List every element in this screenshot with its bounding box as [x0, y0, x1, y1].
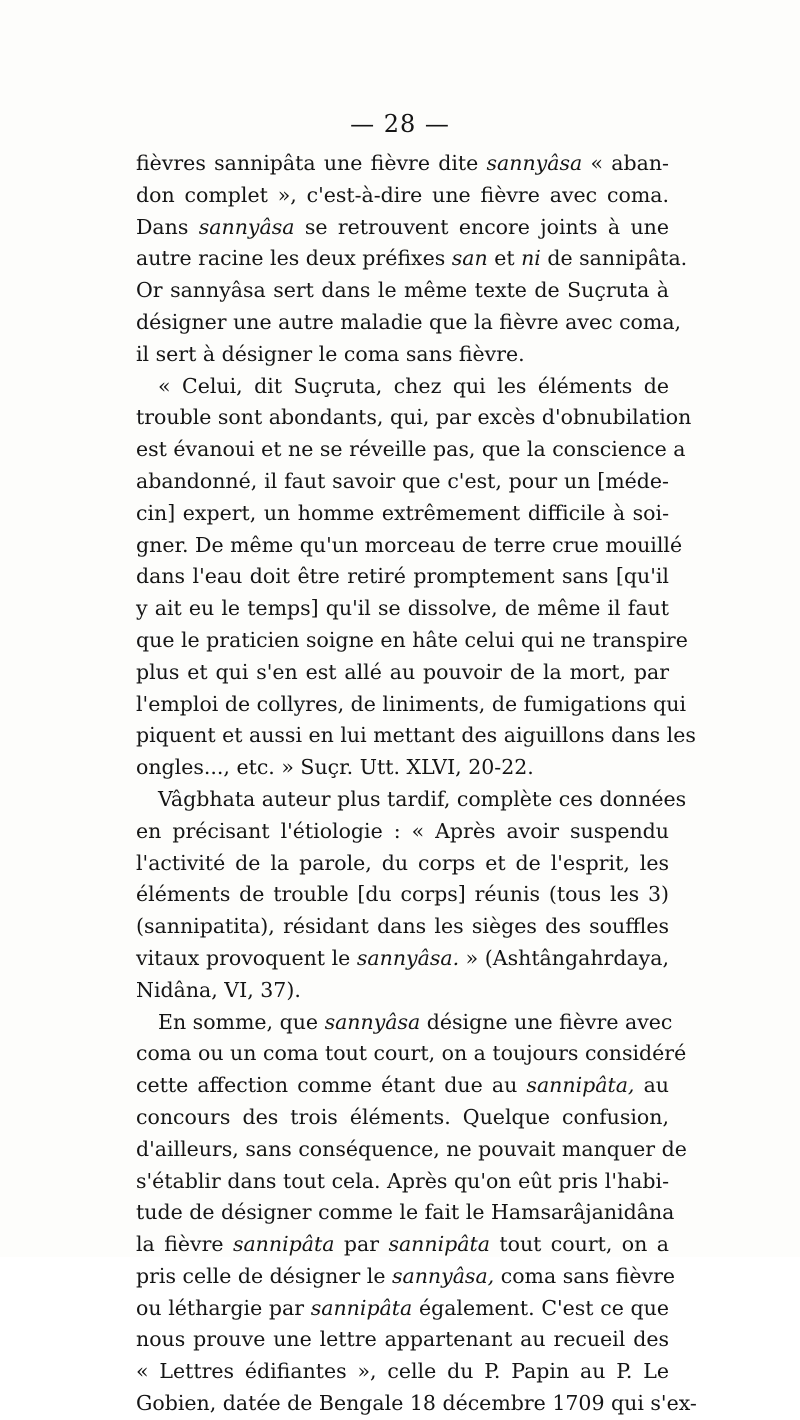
text-line	[136, 1070, 669, 1102]
text-segment: plus et qui s'en est allé au pouvoir de la mort, par	[136, 659, 669, 684]
text-segment: cin] expert, un homme extrêmement difficile à soi-	[136, 500, 669, 525]
text-line	[136, 1356, 669, 1388]
italic-term: ni	[521, 246, 541, 271]
text-segment: ou léthargie par	[136, 1295, 311, 1320]
text-segment: fièvres sannipâta une fièvre dite	[136, 151, 487, 175]
italic-term: sannyâsa,	[391, 1263, 495, 1288]
italic-term: sannyâsa	[198, 214, 295, 239]
text-segment: « Lettres édifiantes », celle du P. Papin au P. Le	[136, 1359, 669, 1384]
text-segment: piquent et aussi en lui mettant des aiguillons dans les	[136, 723, 696, 748]
text-line	[136, 1166, 669, 1198]
text-segment: Dans	[136, 214, 199, 239]
text-line	[136, 402, 692, 434]
text-segment: vitaux provoquent le	[136, 945, 357, 970]
italic-term: sannipâta	[388, 1232, 490, 1257]
italic-term: sannipâta	[232, 1232, 335, 1257]
text-segment: l'activité de la parole, du corps et de l'esprit, les	[136, 850, 669, 875]
italic-term: sannyâsa	[324, 1009, 421, 1034]
text-line	[136, 1197, 675, 1229]
text-line	[136, 243, 688, 275]
text-segment: s'établir dans tout cela. Après qu'on eût pris l'habi-	[136, 1168, 669, 1193]
text-segment: gner. De même qu'un morceau de terre crue mouillé	[136, 532, 683, 557]
text-segment: pris celle de désigner le	[136, 1263, 392, 1288]
text-segment: En somme, que	[158, 1009, 325, 1034]
text-line	[136, 466, 669, 498]
text-line	[136, 530, 683, 562]
text-segment: y ait eu le temps] qu'il se dissolve, de même il faut	[136, 596, 669, 621]
text-line	[136, 561, 669, 593]
text-segment: est évanoui et ne se réveille pas, que la conscience a	[136, 437, 686, 462]
body-text	[136, 148, 697, 1420]
text-line	[136, 1229, 669, 1261]
text-segment: se retrouvent encore joints à une	[294, 214, 669, 239]
text-segment: nous prouve une lettre appartenant au recueil des	[136, 1327, 669, 1352]
text-line	[136, 975, 669, 1007]
text-segment: concours des trois éléments. Quelque confusion,	[136, 1104, 669, 1129]
italic-term: sannyâsa.	[356, 945, 460, 970]
text-line	[136, 212, 669, 244]
text-line	[136, 1038, 687, 1070]
text-segment: que le praticien soigne en hâte celui qui ne transpire	[136, 627, 688, 652]
text-segment: « Celui, dit Suçruta, chez qui les éléments de	[158, 373, 669, 398]
text-segment: l'emploi de collyres, de liniments, de fumigations qui	[136, 691, 686, 716]
text-segment: coma ou un coma tout court, on a toujours considéré	[136, 1041, 687, 1066]
text-line	[136, 339, 669, 371]
italic-term: sannipâta,	[526, 1073, 635, 1098]
text-line	[136, 1293, 669, 1325]
text-line	[136, 1102, 669, 1134]
text-line	[136, 275, 669, 307]
text-segment: ongles..., etc. » Suçr. Utt. XLVI, 20-22.	[136, 755, 534, 780]
text-line	[136, 1134, 687, 1166]
text-line	[136, 625, 688, 657]
text-segment: Vâgbhata auteur plus tardif, complète ces données	[158, 786, 687, 811]
text-segment: la fièvre	[136, 1232, 233, 1257]
text-segment: » (Ashtângahrdaya,	[459, 945, 669, 970]
italic-term: sannyâsa	[486, 151, 583, 175]
text-line	[136, 879, 669, 911]
text-segment: autre racine les deux préfixes	[136, 246, 452, 271]
page-number: — 28 —	[350, 110, 450, 138]
text-segment: trouble sont abondants, qui, par excès d'obnubilation	[136, 405, 692, 430]
text-line	[136, 148, 669, 180]
text-segment: de sannipâta.	[540, 246, 688, 271]
text-line	[136, 911, 669, 943]
italic-term: san	[451, 246, 488, 271]
text-segment: tude de désigner comme le fait le Hamsarâjanidâna	[136, 1200, 675, 1225]
text-segment: Or sannyâsa sert dans le même texte de Suçruta à	[136, 278, 669, 303]
text-segment: cette affection comme étant due au	[136, 1073, 527, 1098]
text-line	[136, 689, 686, 721]
text-line	[136, 1388, 697, 1420]
text-segment: don complet », c'est-à-dire une fièvre avec coma.	[136, 182, 669, 207]
text-line	[136, 1007, 673, 1039]
text-line	[136, 498, 669, 530]
italic-term: sannipâta	[310, 1295, 413, 1320]
text-segment: désigner une autre maladie que la fièvre avec coma,	[136, 309, 682, 334]
text-segment: éléments de trouble [du corps] réunis (tous les 3)	[136, 882, 669, 907]
text-segment: Gobien, datée de Bengale 18 décembre 1709 qui s'ex-	[136, 1391, 697, 1416]
text-segment: coma sans fièvre	[494, 1263, 676, 1288]
text-line	[136, 720, 696, 752]
text-line	[136, 371, 669, 403]
text-segment: par	[334, 1232, 389, 1257]
text-segment: et	[487, 246, 522, 271]
text-segment: « aban-	[582, 151, 669, 175]
text-line	[136, 816, 669, 848]
text-segment: d'ailleurs, sans conséquence, ne pouvait manquer de	[136, 1136, 687, 1161]
text-segment: en précisant l'étiologie : « Après avoir suspendu	[136, 818, 669, 843]
text-segment: tout court, on a	[489, 1232, 669, 1257]
text-segment: (sannipatita), résidant dans les sièges des souffles	[136, 914, 669, 939]
text-line	[136, 848, 669, 880]
text-segment: il sert à désigner le coma sans fièvre.	[136, 341, 525, 366]
text-segment: également. C'est ce que	[412, 1295, 669, 1320]
text-line	[136, 752, 669, 784]
text-line	[136, 1324, 669, 1356]
text-line	[136, 943, 669, 975]
text-line	[136, 593, 669, 625]
text-line	[136, 784, 687, 816]
text-segment: au	[634, 1073, 669, 1098]
text-line	[136, 180, 669, 212]
text-line	[136, 434, 686, 466]
text-segment: Nidâna, VI, 37).	[136, 977, 301, 1002]
text-line	[136, 657, 669, 689]
text-line	[136, 307, 682, 339]
text-segment: dans l'eau doit être retiré promptement sans [qu'il	[136, 564, 669, 589]
text-line	[136, 1261, 676, 1293]
text-segment: désigne une fièvre avec	[420, 1009, 673, 1034]
text-segment: abandonné, il faut savoir que c'est, pour un [méde-	[136, 468, 669, 493]
